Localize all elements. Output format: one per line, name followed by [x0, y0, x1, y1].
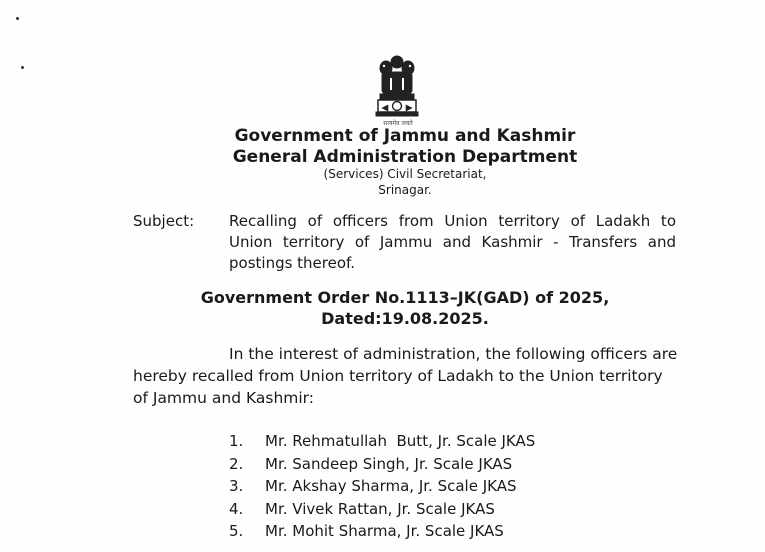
list-item-number: 1.: [229, 432, 244, 450]
national-emblem-icon: [372, 52, 422, 128]
intro-paragraph: In the interest of administration, the following officers are hereby recalled from Union territory of Ladakh to the Union territory of Jammu and Kashmir:: [133, 345, 678, 407]
government-title: Government of Jammu and Kashmir: [234, 126, 576, 146]
officer-name: Mr. Vivek Rattan, Jr. Scale JKAS: [265, 499, 495, 518]
scan-dot: [21, 66, 24, 69]
list-item: [229, 520, 535, 543]
list-item: [229, 475, 535, 498]
list-item: [229, 498, 535, 521]
officer-name: Mr. Akshay Sharma, Jr. Scale JKAS: [265, 477, 517, 495]
subject-text: Recalling of officers from Union territory of Ladakh to Union territory of Jammu and Kashmir - Transfers and postings thereof.: [229, 212, 676, 272]
list-item-number: 2.: [229, 454, 244, 473]
list-item-number: 4.: [229, 499, 244, 518]
list-item: [229, 453, 535, 476]
section-line: (Services) Civil Secretariat,: [323, 167, 487, 181]
emblem-motto: सत्यमेव जयते: [383, 120, 413, 127]
officer-list: [229, 430, 535, 543]
scan-dot: [16, 17, 19, 20]
list-item-number: 3.: [229, 477, 244, 495]
list-item: [229, 430, 535, 453]
city-line: Srinagar.: [378, 183, 432, 197]
officer-name: Mr. Rehmatullah Butt, Jr. Scale JKAS: [265, 432, 536, 450]
officer-name: Mr. Mohit Sharma, Jr. Scale JKAS: [265, 522, 504, 540]
order-number: Government Order No.1113–JK(GAD) of 2025,: [200, 288, 610, 307]
department-title: General Administration Department: [232, 147, 578, 167]
officer-name: Mr. Sandeep Singh, Jr. Scale JKAS: [265, 454, 513, 473]
list-item-number: 5.: [229, 522, 244, 540]
order-date: Dated:19.08.2025.: [321, 309, 489, 328]
subject-label: Subject:: [133, 212, 195, 230]
